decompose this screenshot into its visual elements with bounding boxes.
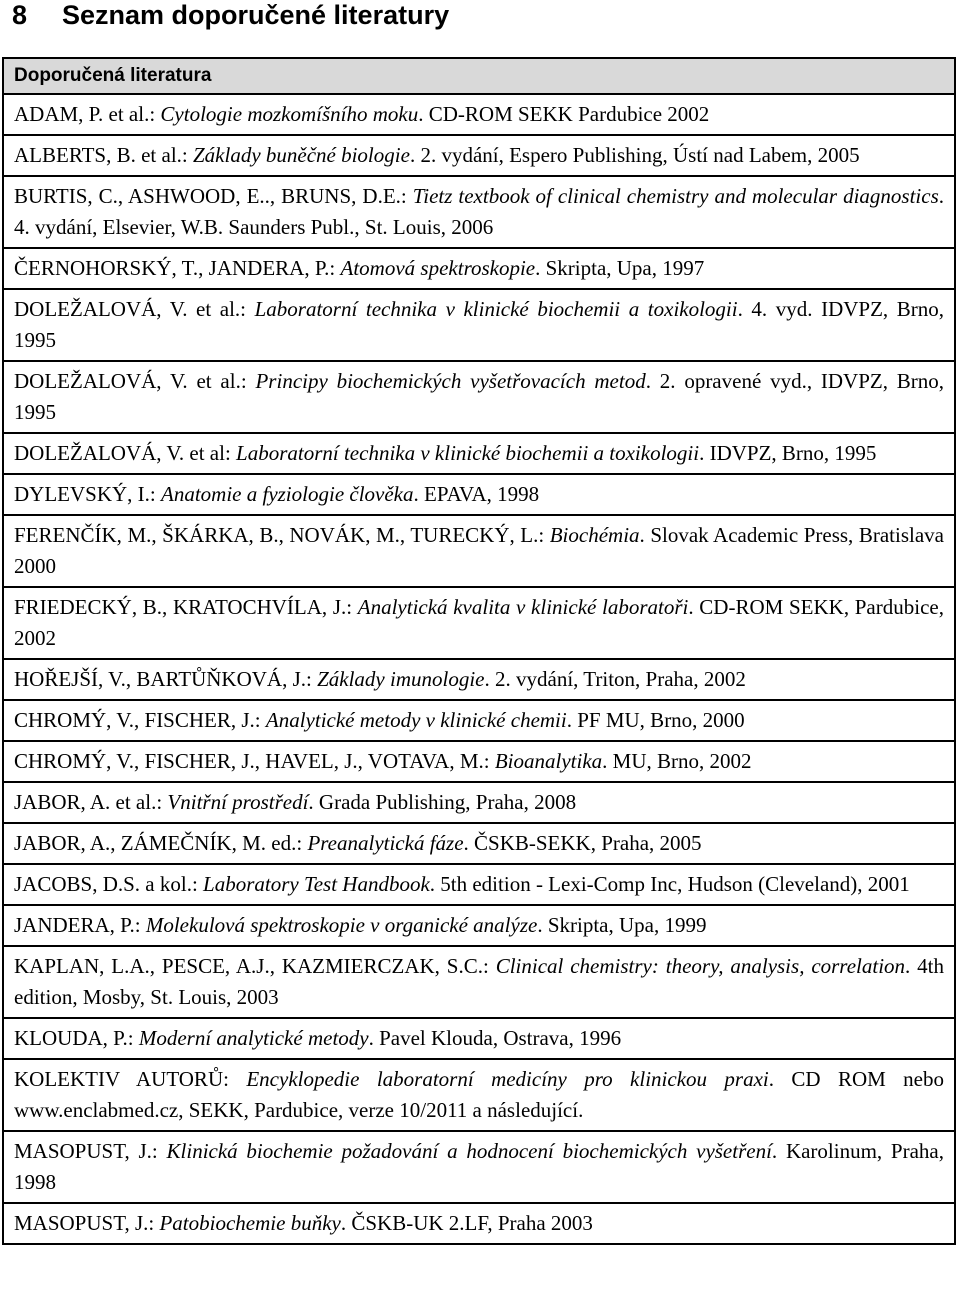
reference-title: Atomová spektroskopie [340, 256, 536, 280]
reference-cell [3, 433, 955, 474]
reference-publisher: . ČSKB-SEKK, Praha, 2005 [463, 831, 702, 855]
reference-publisher: . Skripta, Upa, 1997 [535, 256, 705, 280]
reference-row [3, 474, 955, 515]
reference-publisher: . MU, Brno, 2002 [602, 749, 752, 773]
reference-row [3, 1131, 955, 1203]
table-header: Doporučená literatura [3, 58, 955, 94]
reference-row [3, 1018, 955, 1059]
reference-title: Základy buněčné biologie [192, 143, 410, 167]
reference-title: Biochémia [549, 523, 640, 547]
reference-title: Základy imunologie [317, 667, 485, 691]
reference-publisher: . Slovak Academic Press, Bratislava 2000 [14, 523, 944, 578]
reference-title: Analytické metody v klinické chemii [265, 708, 567, 732]
chapter-number: 8 [12, 0, 28, 30]
reference-cell [3, 474, 955, 515]
reference-cell [3, 741, 955, 782]
reference-publisher: . EPAVA, 1998 [413, 482, 540, 506]
reference-publisher: . IDVPZ, Brno, 1995 [699, 441, 877, 465]
reference-row [3, 823, 955, 864]
reference-publisher: . 4th edition, Mosby, St. Louis, 2003 [14, 954, 944, 1009]
reference-publisher: . Pavel Klouda, Ostrava, 1996 [368, 1026, 622, 1050]
reference-row [3, 905, 955, 946]
reference-title: Analytická kvalita v klinické laboratoři [357, 595, 689, 619]
reference-row [3, 135, 955, 176]
reference-row [3, 659, 955, 700]
reference-cell [3, 1059, 955, 1131]
reference-title: Laboratory Test Handbook [203, 872, 430, 896]
reference-title: Molekulová spektroskopie v organické analýze [145, 913, 538, 937]
reference-cell [3, 361, 955, 433]
reference-publisher: . Karolinum, Praha, 1998 [14, 1139, 944, 1194]
reference-publisher: . 4. vydání, Elsevier, W.B. Saunders Publ., St. Louis, 2006 [14, 184, 944, 239]
reference-title: Laboratorní technika v klinické biochemii a toxikologii [236, 441, 700, 465]
reference-row [3, 176, 955, 248]
reference-publisher: . Grada Publishing, Praha, 2008 [308, 790, 577, 814]
reference-publisher: . CD-ROM SEKK Pardubice 2002 [418, 102, 710, 126]
reference-cell [3, 823, 955, 864]
reference-title: Vnitřní prostředí [167, 790, 309, 814]
reference-publisher: . CD-ROM SEKK, Pardubice, 2002 [14, 595, 944, 650]
reference-cell [3, 700, 955, 741]
reference-cell [3, 864, 955, 905]
reference-cell [3, 587, 955, 659]
reference-title: Cytologie mozkomíšního moku [160, 102, 419, 126]
reference-cell [3, 289, 955, 361]
reference-row [3, 864, 955, 905]
reference-row [3, 515, 955, 587]
reference-row [3, 700, 955, 741]
reference-row [3, 782, 955, 823]
reference-authors: ČERNOHORSKÝ, T., JANDERA, P.: [14, 256, 341, 280]
reference-authors: JABOR, A., ZÁMEČNÍK, M. ed.: [14, 831, 308, 855]
reference-authors: BURTIS, C., ASHWOOD, E.., BRUNS, D.E.: [14, 184, 413, 208]
reference-authors: JANDERA, P.: [14, 913, 146, 937]
reference-row [3, 433, 955, 474]
reference-title: Moderní analytické metody [138, 1026, 369, 1050]
reference-authors: FRIEDECKÝ, B., KRATOCHVÍLA, J.: [14, 595, 358, 619]
reference-cell [3, 946, 955, 1018]
reference-authors: ALBERTS, B. et al.: [14, 143, 193, 167]
reference-row [3, 1203, 955, 1244]
reference-authors: DOLEŽALOVÁ, V. et al.: [14, 369, 256, 393]
reference-row [3, 94, 955, 135]
reference-cell [3, 176, 955, 248]
reference-publisher: . 2. vydání, Triton, Praha, 2002 [484, 667, 746, 691]
reference-title: Principy biochemických vyšetřovacích metod [255, 369, 646, 393]
reference-title: Tietz textbook of clinical chemistry and molecular diagnostics [412, 184, 939, 208]
reference-publisher: . CD ROM nebo www.enclabmed.cz, SEKK, Pardubice, verze 10/2011 a následující. [14, 1067, 944, 1122]
reference-title: Patobiochemie buňky [159, 1211, 341, 1235]
reference-row [3, 587, 955, 659]
reference-cell [3, 1131, 955, 1203]
reference-authors: ADAM, P. et al.: [14, 102, 161, 126]
reference-publisher: . Skripta, Upa, 1999 [537, 913, 707, 937]
reference-title: Encyklopedie laboratorní medicíny pro klinickou praxi [246, 1067, 769, 1091]
reference-cell [3, 135, 955, 176]
table-header-row [3, 58, 955, 94]
reference-cell [3, 94, 955, 135]
reference-row [3, 741, 955, 782]
reference-title: Bioanalytika [494, 749, 603, 773]
reference-cell [3, 1203, 955, 1244]
reference-authors: KOLEKTIV AUTORŮ: [14, 1067, 247, 1091]
literature-table [2, 57, 956, 1245]
reference-row [3, 289, 955, 361]
reference-authors: KAPLAN, L.A., PESCE, A.J., KAZMIERCZAK, S.C.: [14, 954, 496, 978]
reference-authors: JACOBS, D.S. a kol.: [14, 872, 204, 896]
reference-publisher: . ČSKB-UK 2.LF, Praha 2003 [340, 1211, 593, 1235]
reference-authors: MASOPUST, J.: [14, 1139, 167, 1163]
reference-publisher: . 2. opravené vyd., IDVPZ, Brno, 1995 [14, 369, 944, 424]
reference-title: Preanalytická fáze [307, 831, 464, 855]
reference-publisher: . 5th edition - Lexi-Comp Inc, Hudson (Cleveland), 2001 [429, 872, 910, 896]
reference-cell [3, 905, 955, 946]
reference-authors: HOŘEJŠÍ, V., BARTŮŇKOVÁ, J.: [14, 667, 318, 691]
reference-row [3, 248, 955, 289]
reference-publisher: . 2. vydání, Espero Publishing, Ústí nad Labem, 2005 [409, 143, 860, 167]
reference-title: Laboratorní technika v klinické biochemii a toxikologii [254, 297, 738, 321]
chapter-heading [12, 0, 449, 30]
reference-cell [3, 515, 955, 587]
reference-cell [3, 782, 955, 823]
reference-row [3, 946, 955, 1018]
reference-authors: DOLEŽALOVÁ, V. et al.: [14, 297, 255, 321]
reference-row [3, 361, 955, 433]
reference-authors: DYLEVSKÝ, I.: [14, 482, 161, 506]
reference-cell [3, 1018, 955, 1059]
chapter-title: Seznam doporučené literatury [62, 0, 450, 30]
reference-cell [3, 248, 955, 289]
reference-title: Klinická biochemie požadování a hodnocení biochemických vyšetření [166, 1139, 772, 1163]
reference-title: Anatomie a fyziologie člověka [161, 482, 414, 506]
reference-publisher: . PF MU, Brno, 2000 [566, 708, 745, 732]
reference-authors: CHROMÝ, V., FISCHER, J., HAVEL, J., VOTAVA, M.: [14, 749, 495, 773]
reference-title: Clinical chemistry: theory, analysis, correlation [495, 954, 906, 978]
reference-authors: JABOR, A. et al.: [14, 790, 168, 814]
reference-authors: CHROMÝ, V., FISCHER, J.: [14, 708, 266, 732]
reference-authors: DOLEŽALOVÁ, V. et al: [14, 441, 237, 465]
reference-cell [3, 659, 955, 700]
reference-row [3, 1059, 955, 1131]
reference-publisher: . 4. vyd. IDVPZ, Brno, 1995 [14, 297, 944, 352]
reference-authors: FERENČÍK, M., ŠKÁRKA, B., NOVÁK, M., TURECKÝ, L.: [14, 523, 550, 547]
reference-authors: KLOUDA, P.: [14, 1026, 139, 1050]
reference-authors: MASOPUST, J.: [14, 1211, 160, 1235]
